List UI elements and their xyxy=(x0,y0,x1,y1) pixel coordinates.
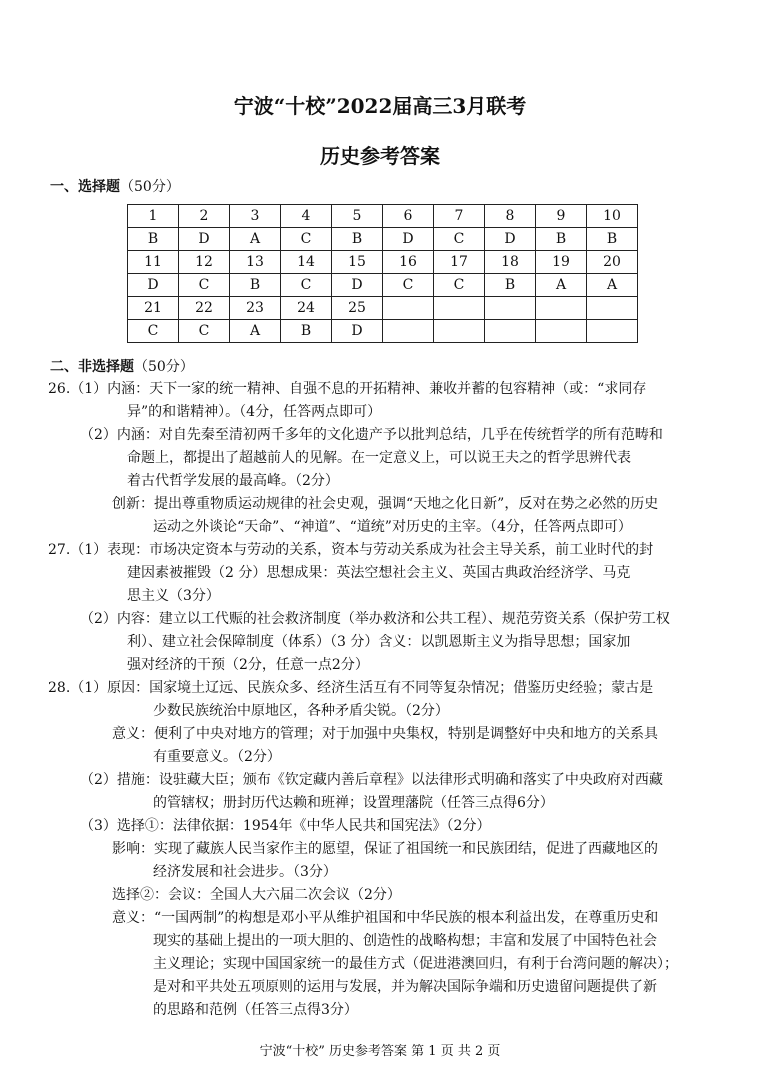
answer-table-cell: D xyxy=(179,228,230,251)
answer-line: 有重要意义。（2分） xyxy=(153,749,281,765)
answer-table-cell: 21 xyxy=(128,297,179,320)
answer-table-cell: B xyxy=(128,228,179,251)
answer-table-cell: 24 xyxy=(281,297,332,320)
answer-table-cell: 20 xyxy=(587,251,638,274)
answer-table-cell xyxy=(536,297,587,320)
answer-table-cell: B xyxy=(485,274,536,297)
answer-table-cell: B xyxy=(332,228,383,251)
answer-table-cell: C xyxy=(434,228,485,251)
answer-line: 运动之外谈论“天命”、“神道”、“道统”对历史的主宰。（4分，任答两点即可） xyxy=(153,519,632,535)
answer-line: （2）内涵：对自先秦至清初两千多年的文化遗产予以批判总结，几乎在传统哲学的所有范畴和 xyxy=(80,427,663,443)
answer-table-cell: 22 xyxy=(179,297,230,320)
answer-table-cell: 5 xyxy=(332,205,383,228)
answer-table-cell: C xyxy=(179,274,230,297)
answer-table-cell xyxy=(383,297,434,320)
answer-line: 意义：便利了中央对地方的管理；对于加强中央集权，特别是调整好中央和地方的关系具 xyxy=(112,726,658,742)
answer-table-cell: 14 xyxy=(281,251,332,274)
answer-line: 是对和平共处五项原则的运用与发展，并为解决国际争端和历史遗留问题提供了新 xyxy=(153,979,657,995)
answer-table-cell: C xyxy=(179,320,230,343)
section-label: 一、选择题 xyxy=(50,179,120,195)
answer-table-cell: 15 xyxy=(332,251,383,274)
answer-line: 着古代哲学发展的最高峰。（2分） xyxy=(127,473,339,489)
answer-table-cell xyxy=(485,297,536,320)
answer-line: 意义：“一国两制”的构想是邓小平从维护祖国和中华民族的根本利益出发，在尊重历史和 xyxy=(112,910,659,926)
answer-table-row xyxy=(128,320,638,343)
answer-table-cell: C xyxy=(383,274,434,297)
answer-line: （3）选择①：法律依据：1954年《中华人民共和国宪法》（2分） xyxy=(80,818,491,834)
section-label: 二、非选择题 xyxy=(50,359,134,375)
answer-line: 思主义（3分） xyxy=(127,588,220,604)
answer-table-cell xyxy=(485,320,536,343)
answer-table-cell xyxy=(434,320,485,343)
answer-line: 经济发展和社会进步。（3分） xyxy=(153,864,337,880)
answer-table-cell: 1 xyxy=(128,205,179,228)
answer-table-cell: A xyxy=(587,274,638,297)
answer-table-cell xyxy=(434,297,485,320)
answer-table-cell: A xyxy=(536,274,587,297)
answer-table-row xyxy=(128,251,638,274)
answer-table-cell: A xyxy=(230,228,281,251)
section-heading xyxy=(50,176,180,196)
section-score: （50分） xyxy=(134,359,194,375)
answer-table-cell: C xyxy=(128,320,179,343)
answer-table-cell: C xyxy=(434,274,485,297)
answer-table-cell: 8 xyxy=(485,205,536,228)
answer-table-cell: 4 xyxy=(281,205,332,228)
answer-table-row xyxy=(128,228,638,251)
answer-line: 的思路和范例（任答三点得3分） xyxy=(153,1002,358,1018)
answer-table-cell: D xyxy=(332,274,383,297)
answer-table-cell: 23 xyxy=(230,297,281,320)
answer-table-cell: B xyxy=(230,274,281,297)
answer-table-cell: B xyxy=(587,228,638,251)
answer-line: 的管辖权；册封历代达赖和班禅；设置理藩院（任答三点得6分） xyxy=(153,795,554,811)
answer-line: 影响：实现了藏族人民当家作主的愿望，保证了祖国统一和民族团结，促进了西藏地区的 xyxy=(112,841,658,857)
answer-table-cell: B xyxy=(281,320,332,343)
answer-line: 主义理论；实现中国国家统一的最佳方式（促进港澳回归，有利于台湾问题的解决）； xyxy=(153,956,678,972)
answer-line: 选择②：会议：全国人大六届二次会议（2分） xyxy=(112,887,401,903)
section-score: （50分） xyxy=(120,179,180,195)
answer-table-cell: 9 xyxy=(536,205,587,228)
answer-table-cell xyxy=(536,320,587,343)
answer-line: 26.（1）内涵：天下一家的统一精神、自强不息的开拓精神、兼收并蓄的包容精神（或：“求同存 xyxy=(48,381,647,397)
answer-table-cell: B xyxy=(536,228,587,251)
answer-table-cell: 25 xyxy=(332,297,383,320)
answer-table-cell xyxy=(383,320,434,343)
answer-table-cell xyxy=(587,297,638,320)
answer-table-cell: 3 xyxy=(230,205,281,228)
answer-table-cell: C xyxy=(281,228,332,251)
answer-line: 少数民族统治中原地区，各种矛盾尖锐。（2分） xyxy=(153,703,449,719)
answer-table-row xyxy=(128,297,638,320)
answer-line: 现实的基础上提出的一项大胆的、创造性的战略构想；丰富和发展了中国特色社会 xyxy=(153,933,657,949)
answer-table-cell: 6 xyxy=(383,205,434,228)
page-footer: 宁波“十校” 历史参考答案 第 1 页 共 2 页 xyxy=(259,1044,501,1059)
section-heading xyxy=(50,356,194,376)
answer-line: 28.（1）原因：国家境土辽远、民族众多、经济生活互有不同等复杂情况；借鉴历史经验；蒙古是 xyxy=(48,680,654,696)
answer-table-cell: D xyxy=(485,228,536,251)
document-subtitle: 历史参考答案 xyxy=(320,144,440,168)
answer-table-cell: A xyxy=(230,320,281,343)
answer-line: 异”的和谐精神）。（4分，任答两点即可） xyxy=(127,404,382,420)
document-title: 宁波“十校”2022届高三3月联考 xyxy=(233,94,527,118)
answer-table-cell: 19 xyxy=(536,251,587,274)
answer-line: 强对经济的干预（2分，任意一点2分） xyxy=(127,657,369,673)
answer-table-cell: 18 xyxy=(485,251,536,274)
answer-line: 命题上，都提出了超越前人的见解。在一定意义上，可以说王夫之的哲学思辨代表 xyxy=(127,450,631,466)
answer-table-row xyxy=(128,274,638,297)
answer-line: （2）内容：建立以工代赈的社会救济制度（举办救济和公共工程）、规范劳资关系（保护劳工权 xyxy=(80,611,670,627)
answer-line: （2）措施：设驻藏大臣；颁布《钦定藏内善后章程》以法律形式明确和落实了中央政府对西藏 xyxy=(80,772,663,788)
answer-table-cell: 7 xyxy=(434,205,485,228)
answer-table-cell: 17 xyxy=(434,251,485,274)
answer-table-row xyxy=(128,205,638,228)
answer-table-cell: 11 xyxy=(128,251,179,274)
answer-line: 创新：提出尊重物质运动规律的社会史观，强调“天地之化日新”，反对在势之必然的历史 xyxy=(112,496,659,512)
answer-table-cell: 16 xyxy=(383,251,434,274)
answer-line: 27.（1）表现：市场决定资本与劳动的关系，资本与劳动关系成为社会主导关系，前工业时代的封 xyxy=(48,542,654,558)
answer-table-cell: 2 xyxy=(179,205,230,228)
answer-line: 利）、建立社会保障制度（体系）（3 分）含义：以凯恩斯主义为指导思想；国家加 xyxy=(127,634,631,650)
answer-table-cell: 10 xyxy=(587,205,638,228)
answer-table xyxy=(127,204,638,343)
answer-table-cell xyxy=(587,320,638,343)
answer-table-cell: D xyxy=(383,228,434,251)
answer-table-cell: 13 xyxy=(230,251,281,274)
answer-table-cell: D xyxy=(128,274,179,297)
answer-table-cell: 12 xyxy=(179,251,230,274)
answer-table-cell: C xyxy=(281,274,332,297)
answer-line: 建因素被摧毁（2 分）思想成果：英法空想社会主义、英国古典政治经济学、马克 xyxy=(127,565,631,581)
answer-table-cell: D xyxy=(332,320,383,343)
